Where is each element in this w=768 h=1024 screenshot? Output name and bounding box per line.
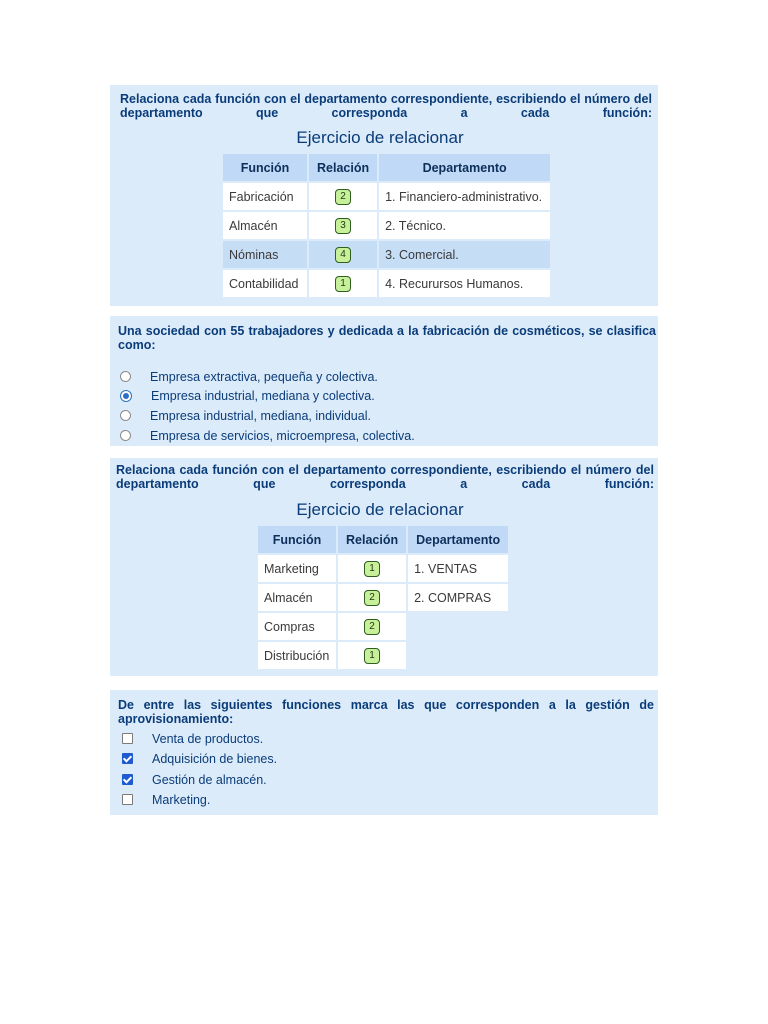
- option-label: Venta de productos.: [152, 732, 264, 746]
- departamento-cell: [408, 613, 508, 640]
- departamento-cell: 2. Técnico.: [379, 212, 550, 239]
- relacion-input[interactable]: 3: [335, 218, 351, 234]
- checkbox-checked[interactable]: [122, 774, 133, 785]
- table-row: [258, 584, 508, 611]
- question-3-panel: [110, 458, 658, 676]
- relacion-input[interactable]: 2: [364, 590, 380, 606]
- question-2-panel: [110, 316, 658, 446]
- table-row: [223, 212, 550, 239]
- col-relacion: Relación: [338, 526, 406, 553]
- relacion-cell[interactable]: [338, 613, 406, 640]
- question-4-prompt: De entre las siguientes funciones marca las que corresponden a la gestión de aprovisionamiento:: [118, 698, 654, 726]
- question-2-prompt: Una sociedad con 55 trabajadores y dedicada a la fabricación de cosméticos, se clasifica como:: [118, 324, 656, 352]
- relacion-cell[interactable]: [338, 584, 406, 611]
- question-1-prompt: Relaciona cada función con el departamento correspondiente, escribiendo el número del departamento que corresponda a cada función:: [120, 92, 652, 120]
- table-row: [258, 555, 508, 582]
- funcion-cell: Almacén: [258, 584, 336, 611]
- col-funcion: Función: [258, 526, 336, 553]
- option-3[interactable]: [120, 408, 371, 424]
- option-label: Empresa industrial, mediana y colectiva.: [151, 389, 375, 403]
- exercise-3-title: Ejercicio de relacionar: [296, 500, 464, 519]
- relacion-input[interactable]: 2: [364, 619, 380, 635]
- option-label: Adquisición de bienes.: [152, 752, 278, 766]
- funcion-cell: Almacén: [223, 212, 307, 239]
- table-row: [258, 642, 508, 669]
- question-1-panel: [110, 85, 658, 306]
- departamento-cell: [408, 642, 508, 669]
- col-relacion: Relación: [309, 154, 377, 181]
- table-row: [223, 241, 550, 268]
- departamento-cell: 4. Recurursos Humanos.: [379, 270, 550, 297]
- col-funcion: Función: [223, 154, 307, 181]
- relacion-cell[interactable]: [309, 270, 377, 297]
- table-row: [258, 613, 508, 640]
- option-label: Empresa extractiva, pequeña y colectiva.: [150, 370, 378, 384]
- relacion-input[interactable]: 1: [364, 561, 380, 577]
- relacion-cell[interactable]: [309, 183, 377, 210]
- radio-button[interactable]: [120, 430, 131, 441]
- departamento-cell: 2. COMPRAS: [408, 584, 508, 611]
- option-2[interactable]: [120, 388, 375, 404]
- option-1[interactable]: [120, 369, 378, 385]
- question-3-prompt: Relaciona cada función con el departamento correspondiente, escribiendo el número del departamento que corresponda a cada función:: [116, 463, 654, 491]
- relacion-input[interactable]: 1: [335, 276, 351, 292]
- option-label: Empresa industrial, mediana, individual.: [150, 409, 371, 423]
- table-row: [223, 270, 550, 297]
- funcion-cell: Nóminas: [223, 241, 307, 268]
- relacion-cell[interactable]: [309, 212, 377, 239]
- relacion-cell[interactable]: [309, 241, 377, 268]
- checkbox-checked[interactable]: [122, 753, 133, 764]
- exercise-1-title: Ejercicio de relacionar: [296, 128, 464, 147]
- departamento-cell: 1. Financiero-administrativo.: [379, 183, 550, 210]
- checkbox-option-2[interactable]: [122, 751, 277, 767]
- relacion-cell[interactable]: [338, 642, 406, 669]
- option-label: Empresa de servicios, microempresa, colectiva.: [150, 429, 415, 443]
- radio-button-selected[interactable]: [120, 390, 132, 402]
- checkbox-option-3[interactable]: [122, 772, 267, 788]
- table-row: [223, 183, 550, 210]
- option-4[interactable]: [120, 428, 415, 444]
- radio-button[interactable]: [120, 410, 131, 421]
- departamento-cell: 1. VENTAS: [408, 555, 508, 582]
- relacion-cell[interactable]: [338, 555, 406, 582]
- funcion-cell: Marketing: [258, 555, 336, 582]
- checkbox[interactable]: [122, 794, 133, 805]
- option-label: Gestión de almacén.: [152, 773, 267, 787]
- col-departamento: Departamento: [379, 154, 550, 181]
- checkbox-option-1[interactable]: [122, 731, 263, 747]
- funcion-cell: Contabilidad: [223, 270, 307, 297]
- checkbox[interactable]: [122, 733, 133, 744]
- relacion-input[interactable]: 1: [364, 648, 380, 664]
- funcion-cell: Compras: [258, 613, 336, 640]
- checkbox-option-4[interactable]: [122, 792, 210, 808]
- question-4-panel: [110, 690, 658, 815]
- funcion-cell: Fabricación: [223, 183, 307, 210]
- col-departamento: Departamento: [408, 526, 508, 553]
- relacion-input[interactable]: 4: [335, 247, 351, 263]
- funcion-cell: Distribución: [258, 642, 336, 669]
- relacion-input[interactable]: 2: [335, 189, 351, 205]
- exercise-1-table: [221, 152, 552, 299]
- exercise-3-table: [256, 524, 510, 671]
- radio-button[interactable]: [120, 371, 131, 382]
- departamento-cell: 3. Comercial.: [379, 241, 550, 268]
- option-label: Marketing.: [152, 793, 211, 807]
